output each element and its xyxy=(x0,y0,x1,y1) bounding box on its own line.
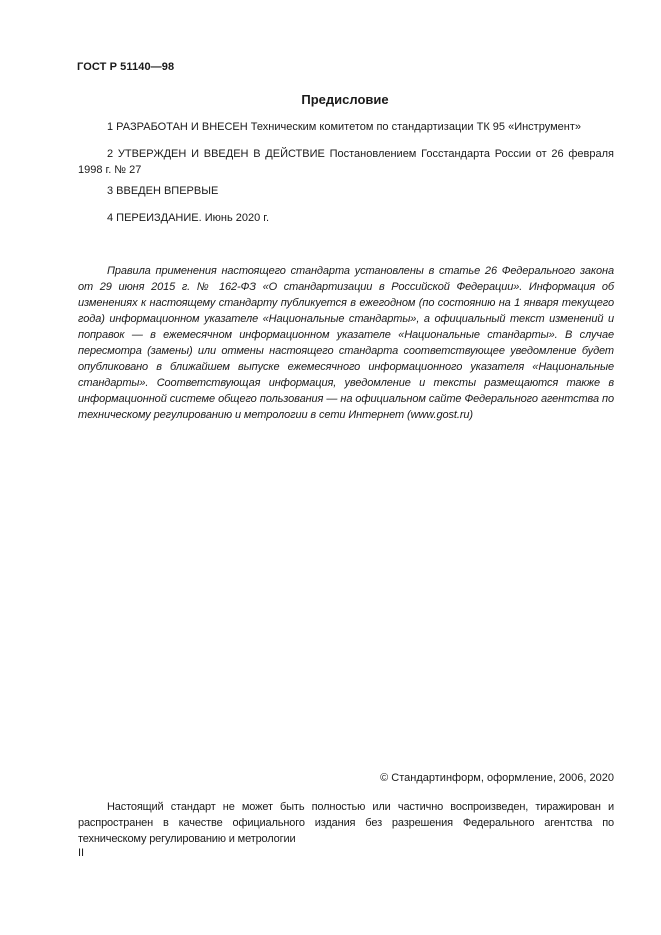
copyright-line: © Стандартинформ, оформление, 2006, 2020 xyxy=(380,772,614,784)
preface-item-1: 1 РАЗРАБОТАН И ВНЕСЕН Техническим комитетом по стандартизации ТК 95 «Инструмент» xyxy=(107,121,582,133)
preface-item-3: 3 ВВЕДЕН ВПЕРВЫЕ xyxy=(107,185,219,197)
preface-item-2: 2 УТВЕРЖДЕН И ВВЕДЕН В ДЕЙСТВИЕ Постановлением Госстандарта России от 26 февраля 1998 г. № 27 xyxy=(78,148,614,176)
page-title: Предисловие xyxy=(301,92,389,107)
preface-item-4: 4 ПЕРЕИЗДАНИЕ. Июнь 2020 г. xyxy=(107,212,269,224)
page-number: II xyxy=(78,847,85,859)
application-rules-paragraph: Правила применения настоящего стандарта установлены в статье 26 Федерального закона от 29 июня 2015 г. № 162-ФЗ «О стандартизации в Российской Федерации». Информация об изменениях к настоящему стандарту публикуется в ежегодном (по состоянию на 1 января текущего года) информационном указателе «Национальные стандарты», а официальный текст изменений и поправок — в ежемесячном информационном указателе «Национальные стандарты». В случае пересмотра (замены) или отмены настоящего стандарта соответствующее уведомление будет опубликовано в ближайшем выпуске ежемесячного информационного указателя «Национальные стандарты». Соответствующая информация, уведомление и тексты размещаются также в информационной системе общего пользования — на официальном сайте Федерального агентства по техническому регулированию и метрологии в сети Интернет (www.gost.ru) xyxy=(78,265,614,421)
reproduction-notice: Настоящий стандарт не может быть полностью или частично воспроизведен, тиражирован и распространен в качестве официального издания без разрешения Федерального агентства по техническому регулированию и метрологии xyxy=(78,801,614,845)
document-code: ГОСТ Р 51140—98 xyxy=(77,61,175,73)
